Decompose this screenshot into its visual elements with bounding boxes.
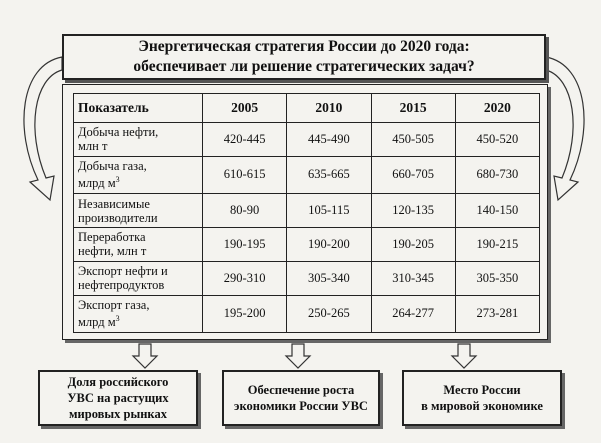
table-cell: 310-345: [371, 261, 455, 295]
header-year-2010: 2010: [287, 94, 371, 123]
header-year-2015: 2015: [371, 94, 455, 123]
row-label: [74, 261, 203, 295]
row-label-line-1: Добыча газа,: [78, 159, 147, 174]
row-label: [74, 123, 203, 157]
table-cell: 450-505: [371, 123, 455, 157]
row-label-line-1: Экспорт газа,: [78, 298, 150, 313]
box-russian-share: [38, 370, 198, 426]
row-label-line-2: млн т: [78, 139, 108, 154]
table-cell: 264-277: [371, 295, 455, 333]
title-line-1: Энергетическая стратегия России до 2020 года:: [138, 38, 470, 55]
table-cell: 610-615: [203, 156, 287, 193]
row-label-line-2: производители: [78, 210, 158, 225]
table-cell: 80-90: [203, 194, 287, 228]
row-label-superscript: 3: [115, 314, 120, 324]
row-label-line-2: нефти, млн т: [78, 244, 147, 259]
table-row: [74, 227, 540, 261]
table-cell: 660-705: [371, 156, 455, 193]
table-cell: 450-520: [455, 123, 539, 157]
row-label-line-2: нефтепродуктов: [78, 278, 165, 293]
title-box: [62, 34, 546, 80]
box2-line-2: экономики России УВС: [234, 399, 368, 413]
down-arrow-1: [133, 344, 157, 368]
table-cell: 273-281: [455, 295, 539, 333]
box3-line-2: в мировой экономике: [421, 399, 543, 413]
table-row: [74, 261, 540, 295]
box3-line-1: Место России: [443, 383, 521, 397]
table-frame: [62, 84, 548, 340]
row-label: [74, 194, 203, 228]
table-cell: 195-200: [203, 295, 287, 333]
table-cell: 305-350: [455, 261, 539, 295]
table-cell: 190-200: [287, 227, 371, 261]
table-cell: 190-215: [455, 227, 539, 261]
row-label-line-1: Переработка: [78, 230, 146, 245]
row-label: [74, 156, 203, 193]
table-cell: 120-135: [371, 194, 455, 228]
table-header-row: [74, 94, 540, 123]
table-cell: 680-730: [455, 156, 539, 193]
table-cell: 140-150: [455, 194, 539, 228]
header-indicator: Показатель: [74, 94, 203, 123]
energy-table: [73, 93, 540, 333]
table-row: [74, 156, 540, 193]
row-label-line-1: Добыча нефти,: [78, 125, 159, 140]
table-cell: 445-490: [287, 123, 371, 157]
title-line-2: обеспечивает ли решение стратегических задач?: [133, 58, 475, 75]
box1-line-1: Доля российского: [67, 375, 169, 389]
row-label-line-1: Независимые: [78, 196, 150, 211]
table-cell: 190-205: [371, 227, 455, 261]
table-row: [74, 123, 540, 157]
table-row: [74, 295, 540, 333]
table-cell: 420-445: [203, 123, 287, 157]
box1-line-2: УВС на растущих: [67, 391, 169, 405]
box1-line-3: мировых рынках: [69, 407, 167, 421]
row-label-line-2: млрд м: [78, 176, 116, 191]
box-economic-growth: [222, 370, 380, 426]
down-arrow-2: [286, 344, 310, 368]
down-arrow-3: [452, 344, 476, 368]
row-label: [74, 227, 203, 261]
table-cell: 305-340: [287, 261, 371, 295]
box-world-economy-place: [402, 370, 562, 426]
row-label-line-2: млрд м: [78, 315, 116, 330]
row-label-line-1: Экспорт нефти и: [78, 264, 168, 279]
row-label-superscript: 3: [115, 175, 120, 185]
table-row: [74, 194, 540, 228]
table-cell: 250-265: [287, 295, 371, 333]
right-curved-arrow: [546, 57, 584, 200]
row-label: [74, 295, 203, 333]
left-curved-arrow: [24, 57, 62, 200]
box2-line-1: Обеспечение роста: [247, 383, 355, 397]
table-cell: 190-195: [203, 227, 287, 261]
table-cell: 635-665: [287, 156, 371, 193]
header-year-2020: 2020: [455, 94, 539, 123]
header-year-2005: 2005: [203, 94, 287, 123]
table-cell: 105-115: [287, 194, 371, 228]
table-cell: 290-310: [203, 261, 287, 295]
